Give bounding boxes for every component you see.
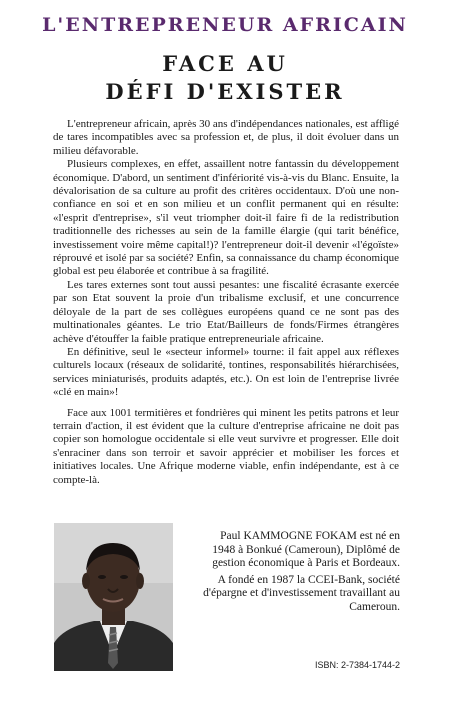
author-bio-paragraph: A fondé en 1987 la CCEI-Bank, société d'épargne et d'investissement travaillant au Cameroun.	[203, 573, 400, 613]
blurb-paragraph: En définitive, seul le «secteur informel» tourne: il fait appel aux réflexes culturels locaux (réseaux de solidarité, tontines, responsabilités hiérarchisées, services miniaturisés, produits adaptés, etc.). On est loin de l'entreprise livrée «clé en main»!	[53, 345, 399, 399]
isbn-number: ISBN: 2-7384-1744-2	[314, 660, 400, 670]
back-cover-blurb	[53, 118, 399, 487]
author-photo	[54, 523, 173, 671]
author-portrait-image	[54, 523, 173, 671]
blurb-paragraph: Plusieurs complexes, en effet, assaillent notre fantassin du développement économique. D'abord, un sentiment d'infériorité vis-à-vis du Blanc. Ensuite, la dévalorisation de sa culture au profit des critères occidentaux. D'où une non-confiance en soi et en son milieu et un conflit permanent qui en résulte: «l'esprit d'entreprise», s'il veut triompher doit-il faire fi de la redistribution traditionnelle des richesses au sein de la famille élargie (qui tarit bénéfice, investissement voire même capital!)? l'entrepreneur doit-il devenir «l'égoïste» réprouvé et isolé par sa société? Enfin, sa connaissance du champ économique global est peu élaborée et contribue à sa fragilité.	[53, 158, 399, 278]
series-title: L'ENTREPRENEUR AFRICAIN	[42, 14, 408, 36]
blurb-paragraph: Face aux 1001 termitières et fondrières qui minent les petits patrons et leur terrain d'action, il est évident que la culture d'entreprise africaine ne doit pas copier son homologue occidentale si elle veut survivre et progresser. Elle doit s'enraciner dans son terroir et savoir apprécier et mobiliser les forces et initiatives locales. Une Afrique moderne viable, enfin indépendante, est à ce compte-là.	[53, 406, 399, 486]
book-title-line-2: DÉFI D'EXISTER	[105, 79, 345, 104]
blurb-paragraph: Les tares externes sont tout aussi pesantes: une fiscalité écrasante exercée par son Etat souvent la proie d'un tribalisme exclusif, et une concurrence déloyale de la part de ses collègues européens quand ce ne sont pas des multinationales géantes. Le trio Etat/Bailleurs de fonds/Firmes étrangères achève d'étouffer la faible pratique entrepreneuriale africaine.	[53, 278, 399, 345]
book-title-line-1: FACE AU	[162, 51, 288, 76]
book-title	[0, 50, 450, 106]
blurb-paragraph: L'entrepreneur africain, après 30 ans d'indépendances nationales, est affligé de tares incompatibles avec sa profession et, de plus, il doit évoluer dans un milieu défavorable.	[53, 118, 399, 157]
author-bio-paragraph: Paul KAMMOGNE FOKAM est né en 1948 à Bonkué (Cameroun), Diplômé de gestion économique à Paris et Bordeaux.	[212, 530, 400, 569]
author-bio	[188, 530, 400, 614]
